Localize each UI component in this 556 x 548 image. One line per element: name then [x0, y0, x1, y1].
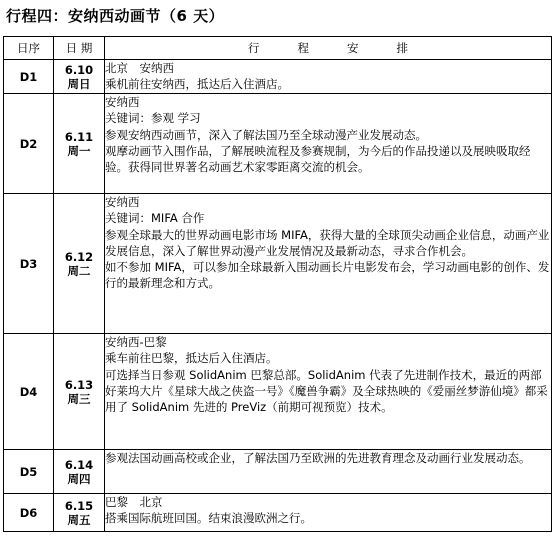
content-cell: 参观法国动画高校或企业，了解法国乃至欧洲的先进教育理念及动画行业发展动态。 — [105, 450, 552, 494]
header-content: 行程安排 — [105, 37, 552, 60]
day-cell: D3 — [4, 194, 54, 334]
table-header-row — [4, 37, 552, 60]
date-cell: 6.13 周三 — [54, 334, 105, 450]
content-cell: 安纳西 关键词：参观 学习 参观安纳西动画节，深入了解法国乃至全球动漫产业发展动态。 观摩动画节入围作品，了解展映流程及参赛规制，为今后的作品投递以及展映吸取经验。获得同世界著名动画艺术家零距离交流的机会。 — [105, 94, 552, 194]
page-title: 行程四：安纳西动画节（6 天） — [6, 7, 225, 25]
table-row — [4, 450, 552, 494]
content-cell: 安纳西 关键词：MIFA 合作 参观全球最大的世界动画电影市场 MIFA，获得大量的全球顶尖动画企业信息，动画产业发展信息，深入了解世界动漫产业发展情况及最新动态，寻求合作机会。 如不参加 MIFA，可以参加全球最新入围动画长片电影发布会，学习动画电影的创作、发行的最新理念和方式。 — [105, 194, 552, 334]
table-row — [4, 334, 552, 450]
day-cell: D6 — [4, 494, 54, 532]
content-cell: 巴黎 北京 搭乘国际航班回国。结束浪漫欧洲之行。 — [105, 494, 552, 532]
itinerary-table — [3, 36, 552, 532]
day-cell: D5 — [4, 450, 54, 494]
table-row — [4, 494, 552, 532]
day-cell: D4 — [4, 334, 54, 450]
table-row — [4, 60, 552, 94]
table-row — [4, 194, 552, 334]
header-day: 日序 — [4, 37, 54, 60]
content-cell: 北京 安纳西 乘机前往安纳西，抵达后入住酒店。 — [105, 60, 552, 94]
date-cell: 6.12 周二 — [54, 194, 105, 334]
day-cell: D2 — [4, 94, 54, 194]
header-date: 日 期 — [54, 37, 105, 60]
day-cell: D1 — [4, 60, 54, 94]
date-cell: 6.14 周四 — [54, 450, 105, 494]
content-cell: 安纳西-巴黎 乘车前往巴黎，抵达后入住酒店。 可选择当日参观 SolidAnim 巴黎总部。SolidAnim 代表了先进制作技术，最近的两部好莱坞大片《星球大战之侠盗一号》《魔兽争霸》及全球热映的《爱丽丝梦游仙境》都采用了 SolidAnim 先进的 PreViz（前期可视预览）技术。 — [105, 334, 552, 450]
date-cell: 6.11 周一 — [54, 94, 105, 194]
date-cell: 6.10 周日 — [54, 60, 105, 94]
date-cell: 6.15 周五 — [54, 494, 105, 532]
table-row — [4, 94, 552, 194]
